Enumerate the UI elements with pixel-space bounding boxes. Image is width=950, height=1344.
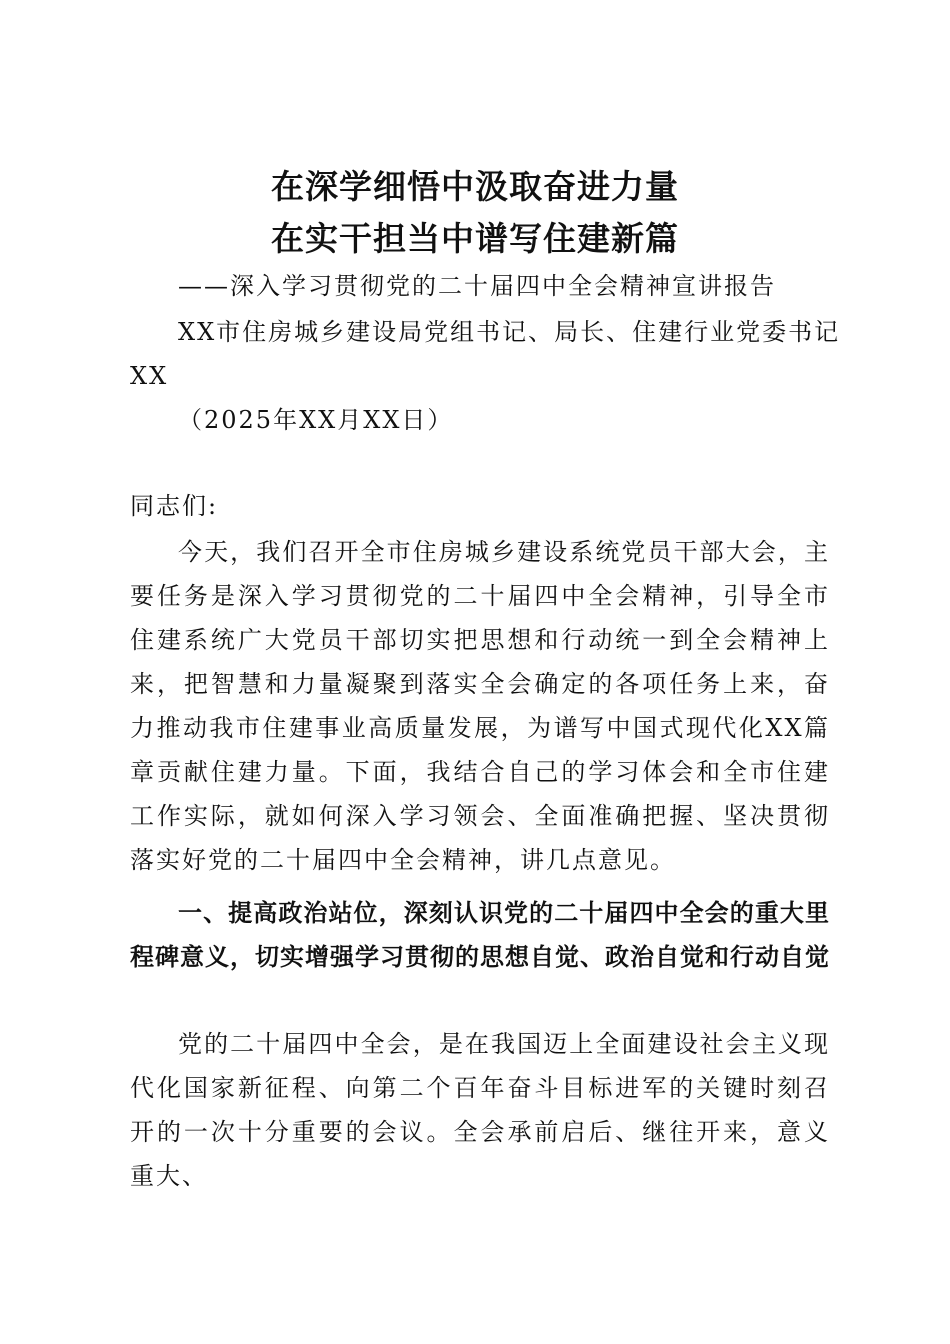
author-line-1: XX市住房城乡建设局党组书记、局长、住建行业党委书记 [178,318,841,346]
title-line-2: 在实干担当中谱写住建新篇 [271,219,679,258]
greeting: 同志们: [130,492,219,520]
section-1-heading: 一、提高政治站位，深刻认识党的二十届四中全会的重大里程碑意义，切实增强学习贯彻的思想自觉、政治自觉和行动自觉 [130,899,830,971]
title-line-1: 在深学细悟中汲取奋进力量 [271,167,679,206]
author-line-2: XX [130,362,169,390]
subtitle: ——深入学习贯彻党的二十届四中全会精神宣讲报告 [178,272,776,300]
section-1-body: 党的二十届四中全会，是在我国迈上全面建设社会主义现代化国家新征程、向第二个百年奋斗目标进军的关键时刻召开的一次十分重要的会议。全会承前启后、继往开来，意义重大、 [130,1030,830,1190]
intro-paragraph: 今天，我们召开全市住房城乡建设系统党员干部大会，主要任务是深入学习贯彻党的二十届四中全会精神，引导全市住建系统广大党员干部切实把思想和行动统一到全会精神上来，把智慧和力量凝聚到落实全会确定的各项任务上来，奋力推动我市住建事业高质量发展，为谱写中国式现代化XX篇章贡献住建力量。下面，我结合自己的学习体会和全市住建工作实际，就如何深入学习领会、全面准确把握、坚决贯彻落实好党的二十届四中全会精神，讲几点意见。 [130,538,830,874]
report-date: （2025年XX月XX日） [178,406,454,434]
